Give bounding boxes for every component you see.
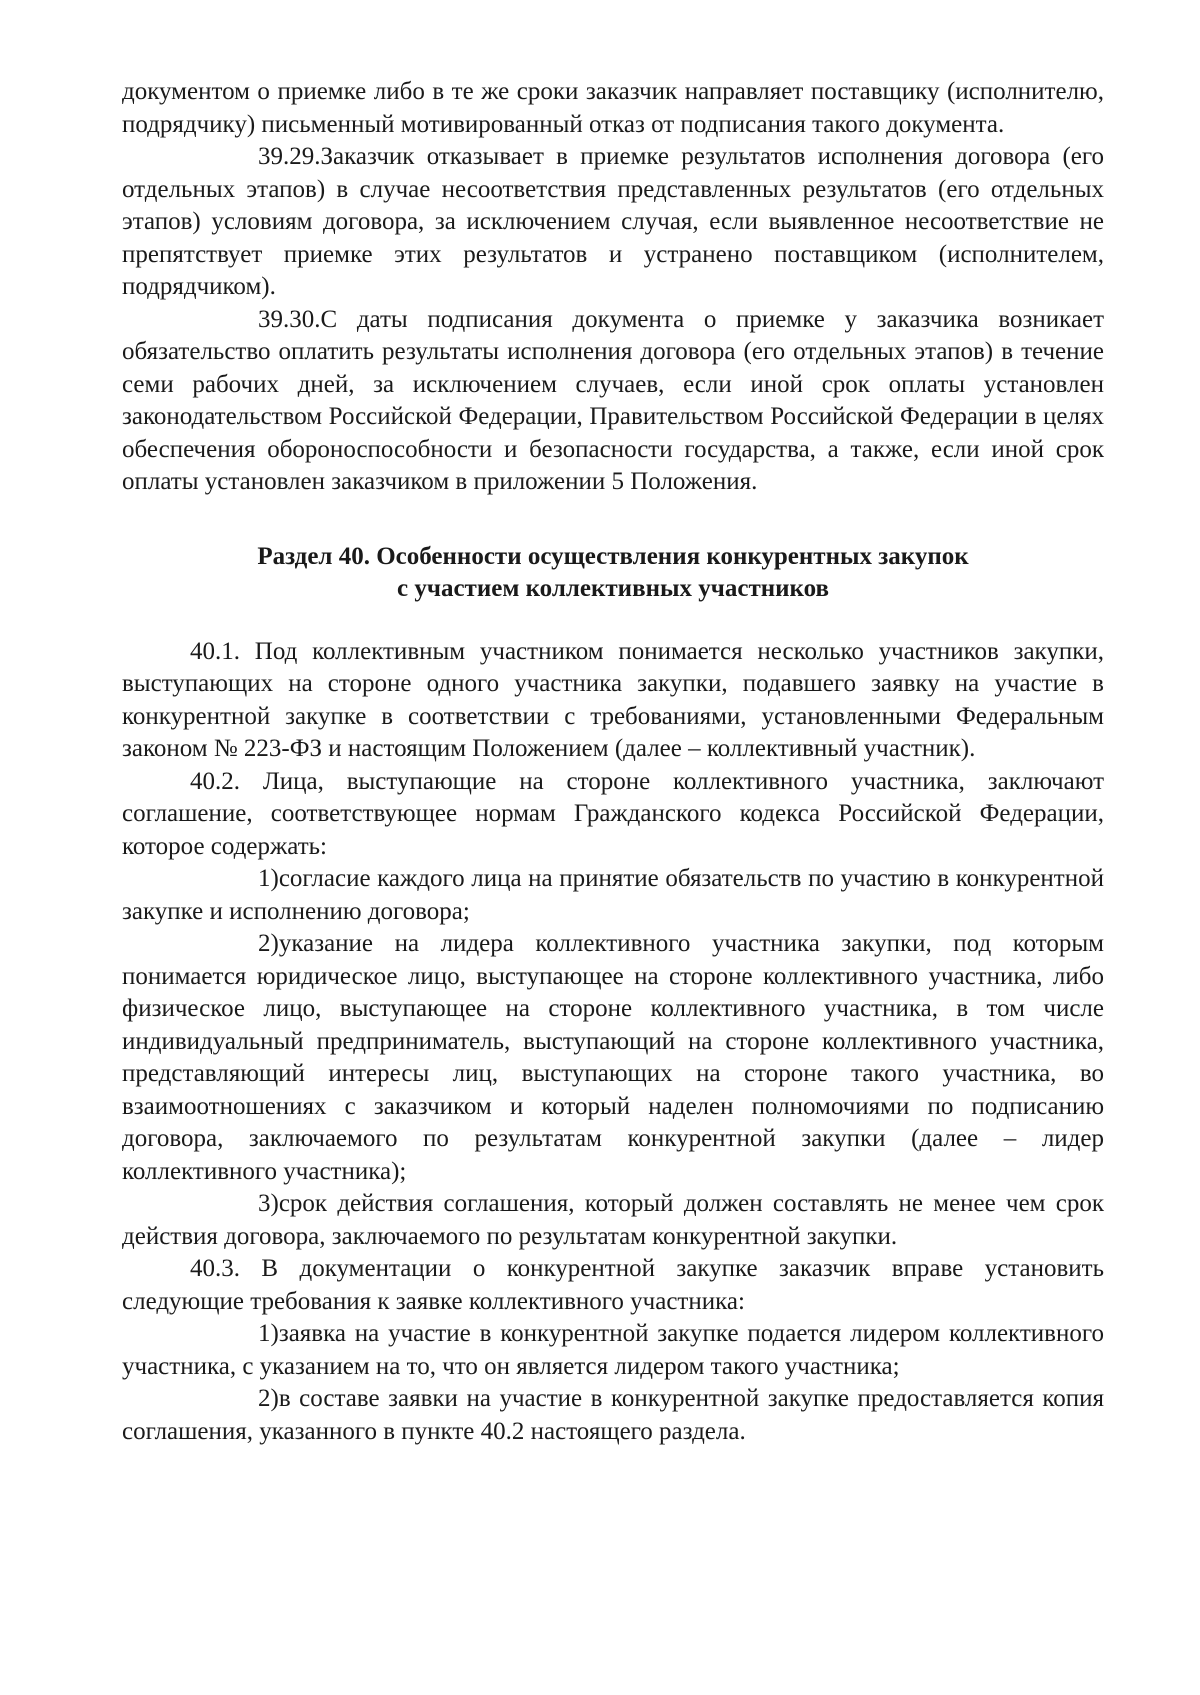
clause-number: 39.30.	[258, 305, 321, 333]
section-heading	[122, 541, 1104, 606]
clause-39-30	[122, 304, 1104, 499]
section-heading-line-1: Раздел 40. Особенности осуществления конкурентных закупок	[257, 542, 969, 570]
list-item-text: в составе заявки на участие в конкурентной закупке предоставляется копия соглашения, указанного в пункте 40.2 настоящего раздела.	[122, 1385, 1104, 1445]
clause-text: 40.1. Под коллективным участником понимается несколько участников закупки, выступающих на стороне одного участника закупки, подавшего заявку на участие в конкурентной закупке в соответствии с требованиями, установленными Федеральным законом № 223-ФЗ и настоящим Положением (далее – коллективный участник).	[122, 637, 1104, 762]
list-item	[122, 1383, 1104, 1448]
clause-number: 39.29.	[258, 143, 321, 170]
clause-text: 40.3. В документации о конкурентной закупке заказчик вправе установить следующие требования к заявке коллективного участника:	[122, 1255, 1104, 1315]
clause-40-2	[122, 766, 1104, 864]
clause-text: 40.2. Лица, выступающие на стороне коллективного участника, заключают соглашение, соответствующее нормам Гражданского кодекса Российской Федерации, которое содержать:	[122, 767, 1104, 860]
clause-text: С даты подписания документа о приемке у заказчика возникает обязательство оплатить результаты исполнения договора (его отдельных этапов) в течение семи рабочих дней, за исключением случаев, если иной срок оплаты установлен законодательством Российской Федерации, Правительством Российской Федерации в целях обеспечения обороноспособности и безопасности государства, а также, если иной срок оплаты установлен заказчиком в приложении 5 Положения.	[122, 305, 1104, 495]
document-page	[122, 76, 1104, 1448]
list-item	[122, 1188, 1104, 1253]
paragraph-continuation	[122, 76, 1104, 141]
list-item-text: указание на лидера коллективного участника закупки, под которым понимается юридическое лицо, выступающее на стороне коллективного участника, либо физическое лицо, выступающее на стороне коллективного участника, в том числе индивидуальный предприниматель, выступающий на стороне коллективного участника, представляющий интересы лиц, выступающих на стороне такого участника, во взаимоотношениях с заказчиком и который наделен полномочиями по подписанию договора, заключаемого по результатам конкурентной закупки (далее – лидер коллективного участника);	[122, 930, 1104, 1185]
list-item	[122, 1318, 1104, 1383]
list-item-number: 3)	[258, 1190, 279, 1217]
list-item-text: заявка на участие в конкурентной закупке подается лидером коллективного участника, с указанием на то, что он является лидером такого участника;	[122, 1320, 1104, 1380]
clause-40-3	[122, 1253, 1104, 1318]
paragraph-text: документом о приемке либо в те же сроки заказчик направляет поставщику (исполнителю, подрядчику) письменный мотивированный отказ от подписания такого документа.	[122, 78, 1104, 138]
list-item-number: 2)	[258, 1385, 279, 1412]
list-item-number: 1)	[258, 865, 279, 892]
clause-text: Заказчик отказывает в приемке результатов исполнения договора (его отдельных этапов) в случае несоответствия представленных результатов (его отдельных этапов) условиям договора, за исключением случая, если выявленное несоответствие не препятствует приемке этих результатов и устранено поставщиком (исполнителем, подрядчиком).	[122, 143, 1104, 300]
list-item-number: 2)	[258, 930, 279, 957]
list-item	[122, 863, 1104, 928]
list-item-text: срок действия соглашения, который должен составлять не менее чем срок действия договора, заключаемого по результатам конкурентной закупки.	[122, 1190, 1104, 1250]
section-heading-line-2: с участием коллективных участников	[397, 575, 829, 602]
list-item-number: 1)	[258, 1320, 279, 1347]
clause-39-29	[122, 141, 1104, 304]
list-item-text: согласие каждого лица на принятие обязательств по участию в конкурентной закупке и исполнению договора;	[122, 865, 1104, 925]
clause-40-1	[122, 636, 1104, 766]
list-item	[122, 928, 1104, 1188]
